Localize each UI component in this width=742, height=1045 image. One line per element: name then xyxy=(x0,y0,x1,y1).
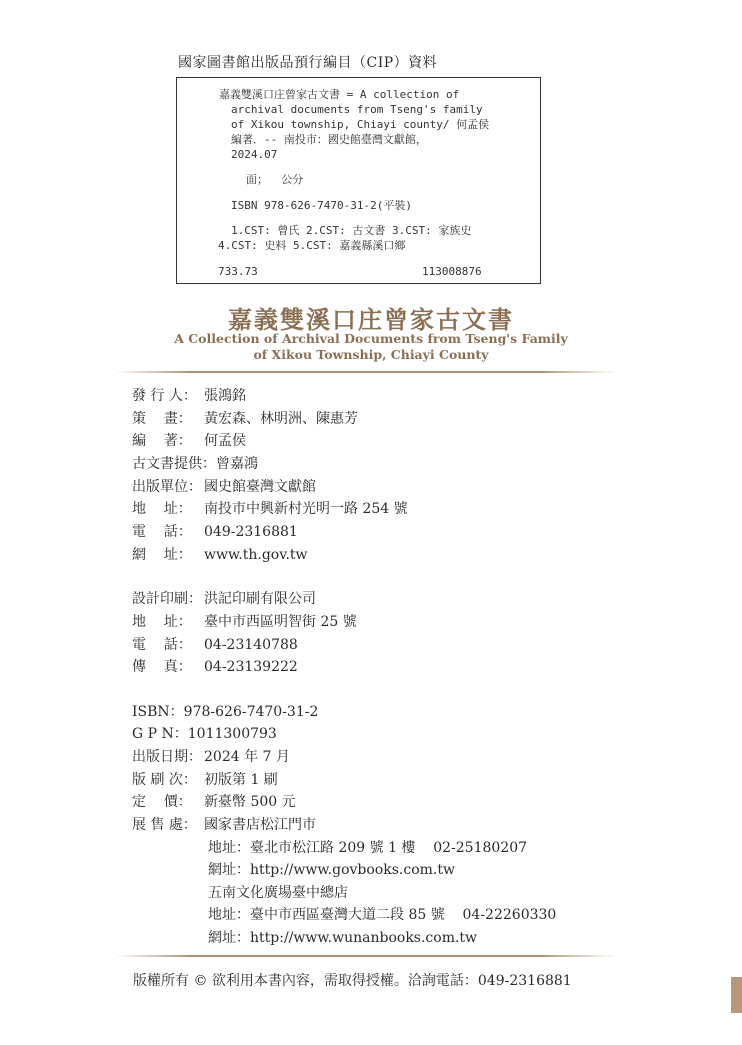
field-value: www.th.gov.tw xyxy=(204,547,308,563)
field-value: 何孟侯 xyxy=(204,433,246,449)
cip-line: 嘉義雙溪口庄曾家古文書 = A collection of xyxy=(219,88,460,101)
field-label: 編 著： xyxy=(132,433,192,449)
sales-detail-line: 網址：http://www.wunanbooks.com.tw xyxy=(208,930,478,946)
field-value: 臺中市西區明智街 25 號 xyxy=(204,614,357,630)
publisher-address-row xyxy=(132,498,408,518)
field-label: 出版日期： xyxy=(132,749,202,765)
page-edge-tab xyxy=(731,977,742,1013)
field-label: 設計印刷： xyxy=(132,591,202,607)
isbn-row xyxy=(132,701,318,721)
field-value: 南投市中興新村光明一路 254 號 xyxy=(204,501,408,517)
field-label: 地 址： xyxy=(132,614,192,630)
field-value: 曾嘉鴻 xyxy=(216,456,258,472)
field-value: 國家書店松江門市 xyxy=(204,817,316,833)
field-value: 新臺幣 500 元 xyxy=(204,794,296,810)
sales-detail-line: 地址：臺北市松江路 209 號 1 樓 02-25180207 xyxy=(208,840,528,856)
publishing-unit-row xyxy=(132,476,316,496)
cip-line: archival documents from Tseng's family xyxy=(231,103,483,116)
printer-phone-row xyxy=(132,634,298,654)
cip-line: 面； 公分 xyxy=(246,173,304,186)
field-label: 版 刷 次： xyxy=(132,772,197,788)
field-label: 電 話： xyxy=(132,637,192,653)
divider-top xyxy=(115,371,615,373)
field-label: 網 址： xyxy=(132,547,192,563)
printer-fax-row xyxy=(132,656,298,676)
field-value: 978-626-7470-31-2 xyxy=(183,704,319,720)
field-value: 國史館臺灣文獻館 xyxy=(204,479,316,495)
sales-detail-line: 網址：http://www.govbooks.com.tw xyxy=(208,862,455,878)
edition-row xyxy=(132,769,278,789)
field-value: 04-23139222 xyxy=(204,659,298,675)
field-label: 傳 真： xyxy=(132,659,192,675)
field-label: 地 址： xyxy=(132,501,192,517)
cip-isbn-line: ISBN 978-626-7470-31-2(平裝) xyxy=(231,199,412,212)
field-value: 初版第 1 刷 xyxy=(204,772,278,788)
cip-class-number: 733.73 xyxy=(218,265,258,278)
book-title-english-line1: A Collection of Archival Documents from Tseng's Family xyxy=(174,331,568,346)
price-row xyxy=(132,791,296,811)
field-label: 電 話： xyxy=(132,524,192,540)
cip-line: 2024.07 xyxy=(231,148,278,161)
cip-subject-line: 1.CST: 曾氏 2.CST: 古文書 3.CST: 家族史 xyxy=(231,224,472,237)
field-label: G P N： xyxy=(132,726,188,742)
field-value: 2024 年 7 月 xyxy=(204,749,290,765)
printer-row xyxy=(132,588,316,608)
field-label: 出版單位： xyxy=(132,479,202,495)
printer-address-row xyxy=(132,611,357,631)
book-title-chinese: 嘉義雙溪口庄曾家古文書 xyxy=(228,305,514,334)
cip-subject-line: 4.CST: 史料 5.CST: 嘉義縣溪口鄉 xyxy=(218,239,406,252)
cip-line: of Xikou township, Chiayi county/ 何孟侯 xyxy=(231,118,490,131)
editor-row xyxy=(132,430,246,450)
field-value: 黃宏森、林明洲、陳惠芳 xyxy=(204,411,358,427)
field-label: 策 畫： xyxy=(132,411,192,427)
sales-detail-line: 五南文化廣場臺中總店 xyxy=(208,885,348,901)
field-label: 展 售 處： xyxy=(132,817,197,833)
documents-provider-row xyxy=(132,453,258,473)
field-label: 古文書提供： xyxy=(132,456,216,472)
publication-date-row xyxy=(132,746,290,766)
cip-record-box xyxy=(176,77,541,284)
publisher-phone-row xyxy=(132,521,298,541)
field-label: 定 價： xyxy=(132,794,192,810)
sales-detail-line: 地址：臺中市西區臺灣大道二段 85 號 04-22260330 xyxy=(208,907,557,923)
copyright-notice: 版權所有 © 欲利用本書內容，需取得授權。洽詢電話：049-2316881 xyxy=(133,973,572,989)
planner-row xyxy=(132,408,358,428)
field-value: 張鴻銘 xyxy=(204,388,246,404)
cip-line: 編著．-- 南投市：國史館臺灣文獻館， xyxy=(231,133,427,146)
gpn-row xyxy=(132,723,277,743)
field-label: 發 行 人： xyxy=(132,388,197,404)
publisher-row xyxy=(132,385,246,405)
book-title-english-line2: of Xikou Township, Chiayi County xyxy=(253,347,489,362)
publisher-website-row xyxy=(132,544,308,564)
field-value: 1011300793 xyxy=(187,726,277,742)
field-label: ISBN： xyxy=(132,704,184,720)
cip-record-number: 113008876 xyxy=(422,265,482,278)
cip-header: 國家圖書館出版品預行編目（CIP）資料 xyxy=(178,55,438,71)
field-value: 04-23140788 xyxy=(204,637,298,653)
divider-bottom xyxy=(115,955,615,957)
field-value: 049-2316881 xyxy=(204,524,298,540)
field-value: 洪記印刷有限公司 xyxy=(204,591,316,607)
sales-outlet-row xyxy=(132,814,316,834)
